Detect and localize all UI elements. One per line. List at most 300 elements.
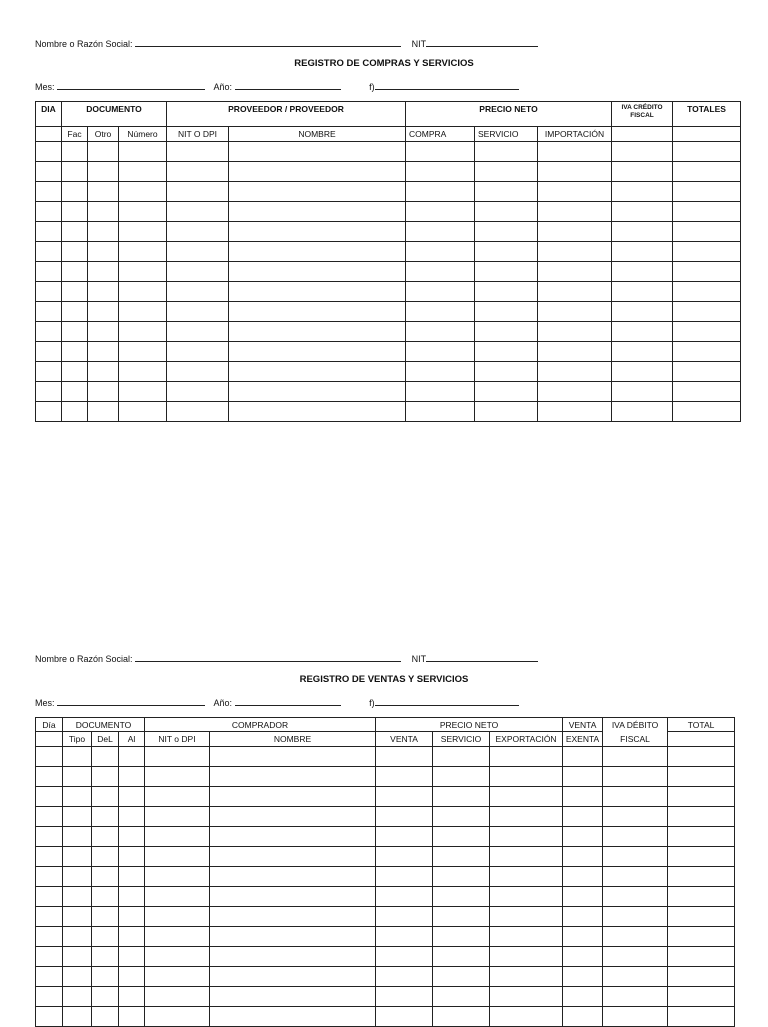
- compras-table-cell[interactable]: [36, 222, 62, 242]
- ventas-table-cell[interactable]: [119, 907, 145, 927]
- ventas-table-cell[interactable]: [490, 807, 563, 827]
- ventas-table-cell[interactable]: [490, 967, 563, 987]
- compras-table-cell[interactable]: [612, 322, 673, 342]
- ventas-table-cell[interactable]: [603, 927, 668, 947]
- compras-table-cell[interactable]: [167, 382, 229, 402]
- ventas-table-cell[interactable]: [563, 887, 603, 907]
- compras-table-cell[interactable]: [62, 342, 88, 362]
- ventas-table-cell[interactable]: [145, 787, 210, 807]
- ventas-table-cell[interactable]: [145, 987, 210, 1007]
- ventas-table-cell[interactable]: [92, 887, 119, 907]
- ventas-table-cell[interactable]: [36, 987, 63, 1007]
- ventas-table-cell[interactable]: [603, 747, 668, 767]
- ventas-table-cell[interactable]: [63, 887, 92, 907]
- ventas-firma-blank[interactable]: [375, 696, 519, 706]
- ventas-table-cell[interactable]: [603, 887, 668, 907]
- compras-table-cell[interactable]: [167, 342, 229, 362]
- compras-table-cell[interactable]: [612, 142, 673, 162]
- compras-table-cell[interactable]: [538, 282, 612, 302]
- compras-table-cell[interactable]: [538, 182, 612, 202]
- ventas-table-cell[interactable]: [563, 867, 603, 887]
- ventas-table-cell[interactable]: [145, 867, 210, 887]
- ventas-table-cell[interactable]: [63, 827, 92, 847]
- compras-table-cell[interactable]: [167, 182, 229, 202]
- ventas-table-cell[interactable]: [145, 967, 210, 987]
- compras-table-cell[interactable]: [119, 142, 167, 162]
- compras-table-cell[interactable]: [36, 262, 62, 282]
- ventas-anio-blank[interactable]: [235, 696, 341, 706]
- ventas-table-cell[interactable]: [145, 907, 210, 927]
- ventas-table-cell[interactable]: [210, 987, 376, 1007]
- compras-table-cell[interactable]: [62, 362, 88, 382]
- compras-table-cell[interactable]: [612, 242, 673, 262]
- compras-table-cell[interactable]: [538, 302, 612, 322]
- compras-table-cell[interactable]: [475, 142, 538, 162]
- compras-table-cell[interactable]: [475, 302, 538, 322]
- compras-table-cell[interactable]: [88, 282, 119, 302]
- compras-table-cell[interactable]: [673, 242, 741, 262]
- ventas-table-cell[interactable]: [603, 827, 668, 847]
- ventas-table-cell[interactable]: [145, 887, 210, 907]
- ventas-table-cell[interactable]: [145, 827, 210, 847]
- compras-table-cell[interactable]: [406, 222, 475, 242]
- ventas-table-cell[interactable]: [63, 867, 92, 887]
- compras-table-cell[interactable]: [167, 282, 229, 302]
- ventas-table-cell[interactable]: [210, 967, 376, 987]
- ventas-table-cell[interactable]: [668, 887, 735, 907]
- compras-table-cell[interactable]: [88, 142, 119, 162]
- ventas-table-cell[interactable]: [668, 987, 735, 1007]
- ventas-table-cell[interactable]: [433, 767, 490, 787]
- ventas-table-cell[interactable]: [433, 807, 490, 827]
- ventas-table-cell[interactable]: [376, 987, 433, 1007]
- ventas-table-cell[interactable]: [563, 967, 603, 987]
- compras-table-cell[interactable]: [475, 282, 538, 302]
- ventas-table-cell[interactable]: [563, 847, 603, 867]
- compras-table-cell[interactable]: [119, 182, 167, 202]
- ventas-table-cell[interactable]: [119, 807, 145, 827]
- compras-table-cell[interactable]: [62, 202, 88, 222]
- compras-table-cell[interactable]: [167, 402, 229, 422]
- ventas-table-cell[interactable]: [376, 907, 433, 927]
- compras-table-cell[interactable]: [119, 322, 167, 342]
- ventas-table-cell[interactable]: [92, 827, 119, 847]
- ventas-table-cell[interactable]: [603, 867, 668, 887]
- ventas-table-cell[interactable]: [210, 847, 376, 867]
- compras-table-cell[interactable]: [229, 202, 406, 222]
- compras-table-cell[interactable]: [167, 262, 229, 282]
- compras-table-cell[interactable]: [673, 322, 741, 342]
- compras-table-cell[interactable]: [406, 362, 475, 382]
- ventas-table-cell[interactable]: [92, 987, 119, 1007]
- compras-table-cell[interactable]: [62, 382, 88, 402]
- ventas-table-cell[interactable]: [603, 947, 668, 967]
- ventas-table-cell[interactable]: [36, 887, 63, 907]
- ventas-table-cell[interactable]: [490, 787, 563, 807]
- compras-table-cell[interactable]: [475, 342, 538, 362]
- ventas-table-cell[interactable]: [119, 887, 145, 907]
- compras-table-cell[interactable]: [612, 342, 673, 362]
- compras-nit-blank[interactable]: [426, 37, 538, 47]
- ventas-table-cell[interactable]: [433, 867, 490, 887]
- ventas-table-cell[interactable]: [36, 967, 63, 987]
- ventas-table-cell[interactable]: [490, 887, 563, 907]
- ventas-table-cell[interactable]: [119, 787, 145, 807]
- ventas-table-cell[interactable]: [119, 967, 145, 987]
- compras-table-cell[interactable]: [229, 162, 406, 182]
- compras-table-cell[interactable]: [475, 402, 538, 422]
- compras-table-cell[interactable]: [673, 402, 741, 422]
- compras-razon-social-blank[interactable]: [135, 37, 401, 47]
- compras-table-cell[interactable]: [406, 202, 475, 222]
- compras-table-cell[interactable]: [36, 402, 62, 422]
- compras-table-cell[interactable]: [167, 362, 229, 382]
- ventas-table-cell[interactable]: [563, 907, 603, 927]
- ventas-table-cell[interactable]: [668, 807, 735, 827]
- ventas-table-cell[interactable]: [92, 927, 119, 947]
- compras-table-cell[interactable]: [406, 382, 475, 402]
- ventas-table-cell[interactable]: [210, 827, 376, 847]
- compras-table-cell[interactable]: [119, 302, 167, 322]
- compras-table-cell[interactable]: [62, 162, 88, 182]
- compras-table-cell[interactable]: [229, 322, 406, 342]
- compras-table-cell[interactable]: [167, 322, 229, 342]
- compras-table-cell[interactable]: [612, 402, 673, 422]
- compras-table-cell[interactable]: [612, 262, 673, 282]
- compras-table-cell[interactable]: [538, 242, 612, 262]
- ventas-table-cell[interactable]: [563, 807, 603, 827]
- compras-table-cell[interactable]: [36, 362, 62, 382]
- compras-table-cell[interactable]: [673, 182, 741, 202]
- ventas-table-cell[interactable]: [668, 927, 735, 947]
- ventas-table-cell[interactable]: [36, 907, 63, 927]
- compras-table-cell[interactable]: [612, 202, 673, 222]
- compras-table-cell[interactable]: [673, 142, 741, 162]
- ventas-table-cell[interactable]: [376, 807, 433, 827]
- compras-table-cell[interactable]: [673, 162, 741, 182]
- compras-table-cell[interactable]: [475, 242, 538, 262]
- compras-table-cell[interactable]: [229, 222, 406, 242]
- ventas-table-cell[interactable]: [145, 807, 210, 827]
- compras-table-cell[interactable]: [406, 262, 475, 282]
- compras-anio-blank[interactable]: [235, 80, 341, 90]
- compras-table-cell[interactable]: [88, 182, 119, 202]
- ventas-table-cell[interactable]: [92, 947, 119, 967]
- compras-table-cell[interactable]: [229, 302, 406, 322]
- compras-table-cell[interactable]: [88, 382, 119, 402]
- compras-table-cell[interactable]: [88, 242, 119, 262]
- compras-table-cell[interactable]: [406, 322, 475, 342]
- compras-table-cell[interactable]: [119, 382, 167, 402]
- compras-table-cell[interactable]: [229, 362, 406, 382]
- compras-table-cell[interactable]: [88, 262, 119, 282]
- ventas-table-cell[interactable]: [668, 787, 735, 807]
- ventas-table-cell[interactable]: [119, 867, 145, 887]
- ventas-table-cell[interactable]: [376, 947, 433, 967]
- ventas-table-cell[interactable]: [668, 907, 735, 927]
- compras-table-cell[interactable]: [673, 202, 741, 222]
- compras-table-cell[interactable]: [167, 222, 229, 242]
- ventas-table-cell[interactable]: [36, 747, 63, 767]
- ventas-table-cell[interactable]: [668, 827, 735, 847]
- ventas-table-cell[interactable]: [210, 747, 376, 767]
- compras-table-cell[interactable]: [406, 182, 475, 202]
- ventas-table-cell[interactable]: [376, 827, 433, 847]
- compras-table-cell[interactable]: [538, 222, 612, 242]
- compras-table-cell[interactable]: [167, 242, 229, 262]
- compras-table-cell[interactable]: [673, 222, 741, 242]
- compras-table-cell[interactable]: [538, 322, 612, 342]
- ventas-table-cell[interactable]: [603, 987, 668, 1007]
- ventas-table-cell[interactable]: [36, 787, 63, 807]
- ventas-table-cell[interactable]: [433, 907, 490, 927]
- compras-table-cell[interactable]: [229, 382, 406, 402]
- compras-table-cell[interactable]: [612, 382, 673, 402]
- ventas-table-cell[interactable]: [668, 767, 735, 787]
- ventas-table-cell[interactable]: [210, 807, 376, 827]
- ventas-table-cell[interactable]: [36, 767, 63, 787]
- compras-table-cell[interactable]: [36, 302, 62, 322]
- ventas-table-cell[interactable]: [433, 947, 490, 967]
- ventas-table-cell[interactable]: [36, 947, 63, 967]
- compras-table-cell[interactable]: [406, 282, 475, 302]
- compras-table-cell[interactable]: [538, 202, 612, 222]
- compras-table-cell[interactable]: [119, 342, 167, 362]
- ventas-table-cell[interactable]: [376, 787, 433, 807]
- compras-table-cell[interactable]: [406, 242, 475, 262]
- compras-table-cell[interactable]: [88, 362, 119, 382]
- ventas-table-cell[interactable]: [668, 867, 735, 887]
- compras-table-cell[interactable]: [406, 162, 475, 182]
- ventas-table-cell[interactable]: [210, 887, 376, 907]
- ventas-table-cell[interactable]: [145, 747, 210, 767]
- compras-table-cell[interactable]: [673, 342, 741, 362]
- compras-table-cell[interactable]: [406, 342, 475, 362]
- compras-table-cell[interactable]: [229, 142, 406, 162]
- compras-table-cell[interactable]: [475, 262, 538, 282]
- ventas-table-cell[interactable]: [36, 827, 63, 847]
- ventas-table-cell[interactable]: [36, 847, 63, 867]
- compras-table-cell[interactable]: [167, 202, 229, 222]
- ventas-table-cell[interactable]: [92, 967, 119, 987]
- compras-table-cell[interactable]: [229, 402, 406, 422]
- compras-table-cell[interactable]: [119, 242, 167, 262]
- ventas-table-cell[interactable]: [376, 927, 433, 947]
- ventas-table-cell[interactable]: [603, 967, 668, 987]
- ventas-table-cell[interactable]: [119, 987, 145, 1007]
- compras-table-cell[interactable]: [62, 262, 88, 282]
- compras-table-cell[interactable]: [673, 262, 741, 282]
- ventas-table-cell[interactable]: [603, 787, 668, 807]
- compras-table-cell[interactable]: [673, 362, 741, 382]
- ventas-table-cell[interactable]: [92, 907, 119, 927]
- ventas-table-cell[interactable]: [376, 847, 433, 867]
- ventas-table-cell[interactable]: [63, 807, 92, 827]
- ventas-table-cell[interactable]: [376, 867, 433, 887]
- ventas-table-cell[interactable]: [119, 747, 145, 767]
- compras-table-cell[interactable]: [612, 162, 673, 182]
- ventas-table-cell[interactable]: [145, 847, 210, 867]
- ventas-table-cell[interactable]: [490, 847, 563, 867]
- compras-table-cell[interactable]: [62, 242, 88, 262]
- compras-table-cell[interactable]: [475, 182, 538, 202]
- ventas-table-cell[interactable]: [63, 987, 92, 1007]
- ventas-table-cell[interactable]: [490, 987, 563, 1007]
- compras-table-cell[interactable]: [229, 342, 406, 362]
- ventas-table-cell[interactable]: [63, 967, 92, 987]
- ventas-table-cell[interactable]: [668, 847, 735, 867]
- compras-table-cell[interactable]: [167, 302, 229, 322]
- ventas-table-cell[interactable]: [563, 787, 603, 807]
- compras-table-cell[interactable]: [229, 262, 406, 282]
- compras-table-cell[interactable]: [62, 402, 88, 422]
- compras-table-cell[interactable]: [612, 182, 673, 202]
- compras-table-cell[interactable]: [475, 382, 538, 402]
- ventas-table-cell[interactable]: [603, 767, 668, 787]
- compras-table-cell[interactable]: [612, 362, 673, 382]
- ventas-table-cell[interactable]: [210, 927, 376, 947]
- ventas-table-cell[interactable]: [36, 807, 63, 827]
- ventas-table-cell[interactable]: [490, 747, 563, 767]
- compras-table-cell[interactable]: [88, 222, 119, 242]
- ventas-table-cell[interactable]: [668, 947, 735, 967]
- compras-table-cell[interactable]: [406, 142, 475, 162]
- compras-table-cell[interactable]: [475, 162, 538, 182]
- compras-table-cell[interactable]: [538, 362, 612, 382]
- compras-table-cell[interactable]: [406, 302, 475, 322]
- ventas-table-cell[interactable]: [668, 747, 735, 767]
- ventas-table-cell[interactable]: [433, 847, 490, 867]
- compras-table-cell[interactable]: [167, 162, 229, 182]
- ventas-table-cell[interactable]: [603, 907, 668, 927]
- compras-table-cell[interactable]: [119, 262, 167, 282]
- ventas-table-cell[interactable]: [376, 887, 433, 907]
- ventas-table-cell[interactable]: [603, 807, 668, 827]
- compras-table-cell[interactable]: [229, 242, 406, 262]
- ventas-table-cell[interactable]: [563, 747, 603, 767]
- compras-table-cell[interactable]: [88, 202, 119, 222]
- compras-table-cell[interactable]: [36, 242, 62, 262]
- compras-table-cell[interactable]: [475, 322, 538, 342]
- compras-table-cell[interactable]: [673, 282, 741, 302]
- ventas-razon-social-blank[interactable]: [135, 652, 401, 662]
- compras-table-cell[interactable]: [62, 182, 88, 202]
- compras-table-cell[interactable]: [36, 162, 62, 182]
- ventas-table-cell[interactable]: [376, 767, 433, 787]
- compras-table-cell[interactable]: [538, 262, 612, 282]
- compras-table-cell[interactable]: [36, 282, 62, 302]
- ventas-table-cell[interactable]: [92, 847, 119, 867]
- compras-table-cell[interactable]: [88, 162, 119, 182]
- ventas-table-cell[interactable]: [603, 847, 668, 867]
- ventas-table-cell[interactable]: [63, 767, 92, 787]
- compras-table-cell[interactable]: [475, 202, 538, 222]
- ventas-table-cell[interactable]: [563, 827, 603, 847]
- compras-table-cell[interactable]: [36, 202, 62, 222]
- ventas-table-cell[interactable]: [433, 787, 490, 807]
- compras-table-cell[interactable]: [36, 142, 62, 162]
- ventas-table-cell[interactable]: [210, 767, 376, 787]
- ventas-table-cell[interactable]: [490, 927, 563, 947]
- compras-table-cell[interactable]: [119, 282, 167, 302]
- ventas-table-cell[interactable]: [92, 807, 119, 827]
- ventas-nit-blank[interactable]: [426, 652, 538, 662]
- compras-table-cell[interactable]: [88, 342, 119, 362]
- compras-table-cell[interactable]: [119, 402, 167, 422]
- ventas-table-cell[interactable]: [92, 867, 119, 887]
- compras-table-cell[interactable]: [475, 362, 538, 382]
- compras-table-cell[interactable]: [612, 302, 673, 322]
- ventas-table-cell[interactable]: [210, 907, 376, 927]
- ventas-table-cell[interactable]: [36, 927, 63, 947]
- ventas-table-cell[interactable]: [145, 927, 210, 947]
- ventas-table-cell[interactable]: [376, 967, 433, 987]
- compras-table-cell[interactable]: [229, 182, 406, 202]
- ventas-table-cell[interactable]: [92, 767, 119, 787]
- ventas-table-cell[interactable]: [433, 747, 490, 767]
- compras-table-cell[interactable]: [62, 322, 88, 342]
- ventas-table-cell[interactable]: [119, 847, 145, 867]
- compras-table-cell[interactable]: [62, 142, 88, 162]
- compras-table-cell[interactable]: [612, 282, 673, 302]
- ventas-table-cell[interactable]: [92, 747, 119, 767]
- ventas-mes-blank[interactable]: [57, 696, 205, 706]
- ventas-table-cell[interactable]: [433, 887, 490, 907]
- compras-table-cell[interactable]: [119, 362, 167, 382]
- ventas-table-cell[interactable]: [376, 747, 433, 767]
- compras-table-cell[interactable]: [673, 382, 741, 402]
- compras-table-cell[interactable]: [62, 222, 88, 242]
- compras-table-cell[interactable]: [673, 302, 741, 322]
- compras-table-cell[interactable]: [538, 382, 612, 402]
- ventas-table-cell[interactable]: [119, 947, 145, 967]
- compras-firma-blank[interactable]: [375, 80, 519, 90]
- compras-table-cell[interactable]: [538, 142, 612, 162]
- ventas-table-cell[interactable]: [36, 867, 63, 887]
- compras-table-cell[interactable]: [538, 342, 612, 362]
- compras-table-cell[interactable]: [62, 282, 88, 302]
- ventas-table-cell[interactable]: [433, 927, 490, 947]
- compras-table-cell[interactable]: [406, 402, 475, 422]
- compras-table-cell[interactable]: [62, 302, 88, 322]
- compras-table-cell[interactable]: [538, 162, 612, 182]
- ventas-table-cell[interactable]: [119, 927, 145, 947]
- compras-table-cell[interactable]: [167, 142, 229, 162]
- compras-table-cell[interactable]: [88, 322, 119, 342]
- ventas-table-cell[interactable]: [145, 947, 210, 967]
- ventas-table-cell[interactable]: [210, 787, 376, 807]
- compras-table-cell[interactable]: [36, 342, 62, 362]
- ventas-table-cell[interactable]: [92, 787, 119, 807]
- ventas-table-cell[interactable]: [63, 907, 92, 927]
- ventas-table-cell[interactable]: [210, 947, 376, 967]
- ventas-table-cell[interactable]: [210, 867, 376, 887]
- ventas-table-cell[interactable]: [490, 867, 563, 887]
- ventas-table-cell[interactable]: [563, 927, 603, 947]
- ventas-table-cell[interactable]: [490, 827, 563, 847]
- ventas-table-cell[interactable]: [563, 767, 603, 787]
- ventas-table-cell[interactable]: [433, 967, 490, 987]
- ventas-table-cell[interactable]: [668, 967, 735, 987]
- ventas-table-cell[interactable]: [63, 927, 92, 947]
- ventas-table-cell[interactable]: [563, 987, 603, 1007]
- compras-table-cell[interactable]: [119, 162, 167, 182]
- ventas-table-cell[interactable]: [433, 987, 490, 1007]
- compras-table-cell[interactable]: [475, 222, 538, 242]
- ventas-table-cell[interactable]: [563, 947, 603, 967]
- ventas-table-cell[interactable]: [119, 767, 145, 787]
- ventas-table-cell[interactable]: [490, 767, 563, 787]
